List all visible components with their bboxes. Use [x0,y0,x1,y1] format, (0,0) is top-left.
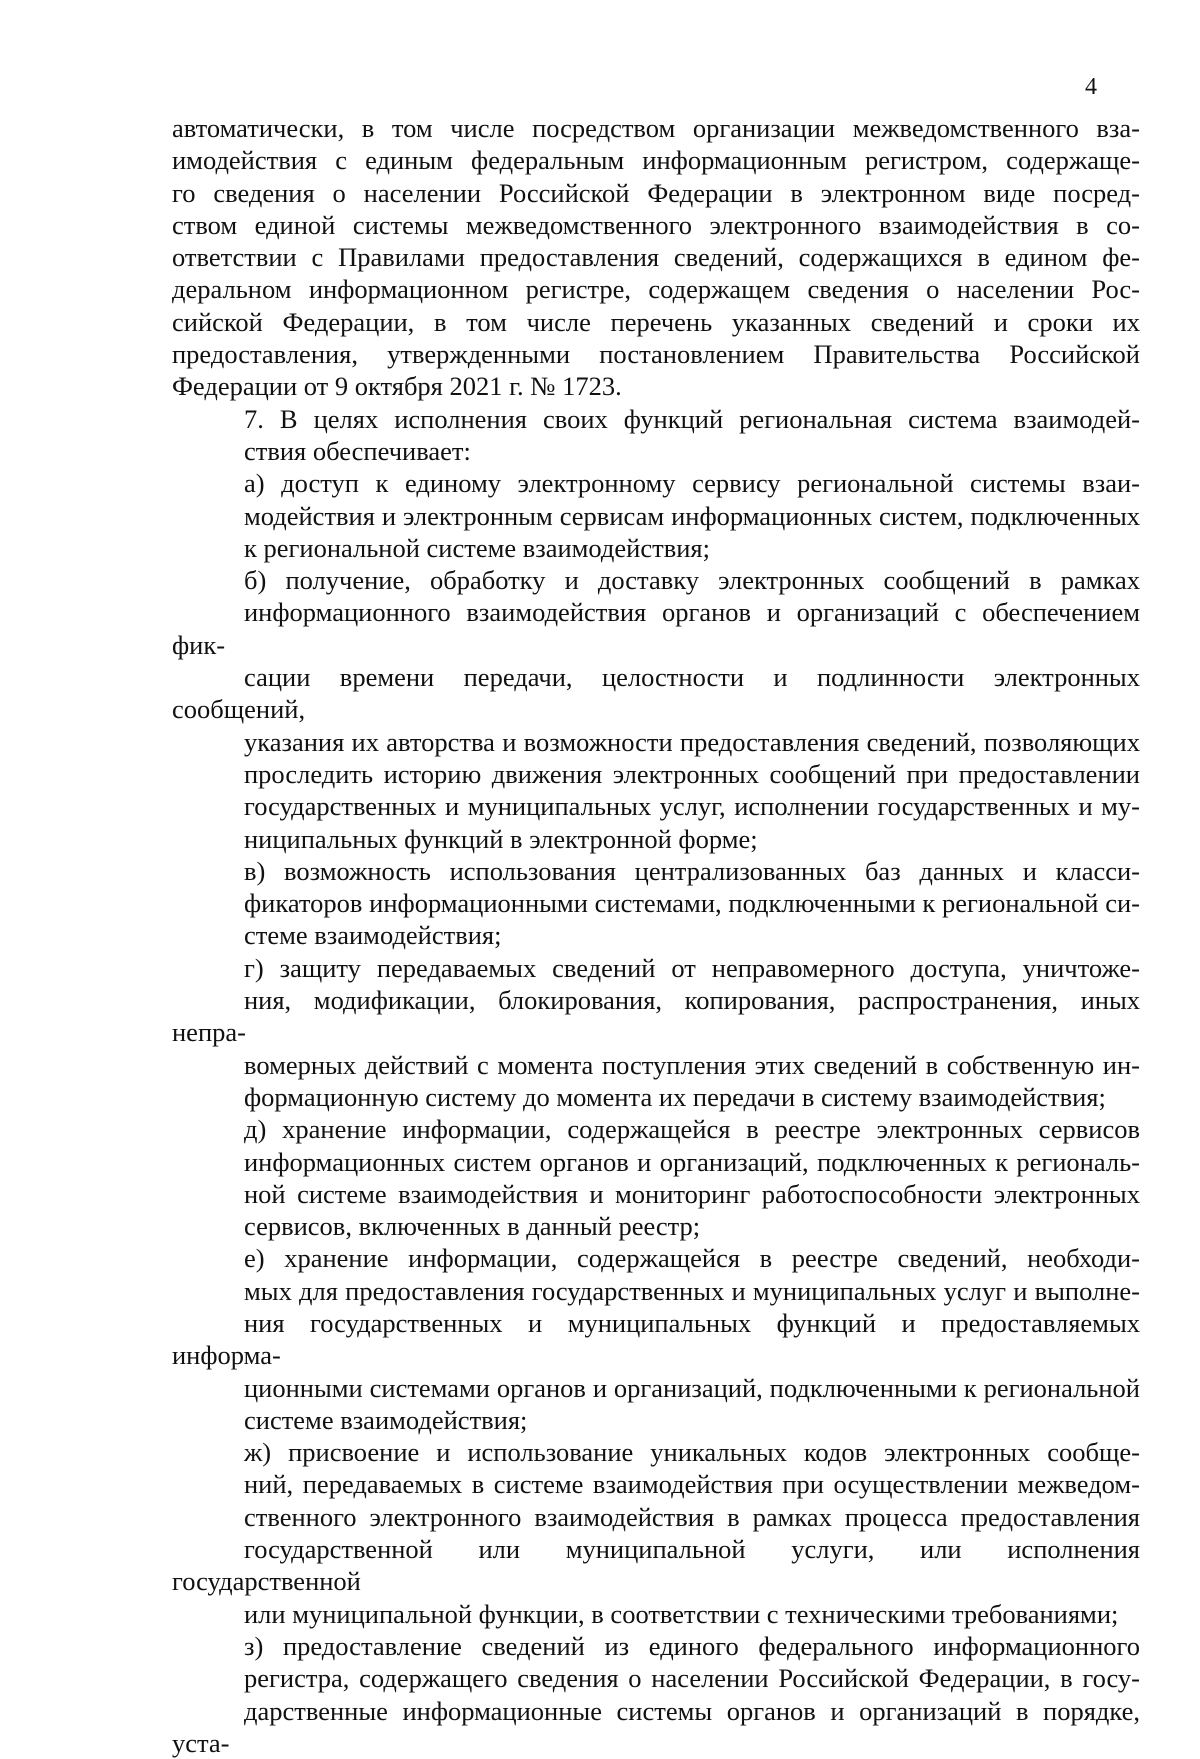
text-line: ционными системами органов и организаций, подключенными к региональной [244,1372,1140,1403]
text-line: ством единой системы межведомственного электронного взаимодействия в со- [172,209,1140,240]
text-line: проследить историю движения электронных сообщений при предоставлении [244,758,1140,789]
text-line: ной системе взаимодействия и мониторинг работоспособности электронных [244,1178,1140,1209]
text-line: системе взаимодействия; [244,1404,528,1435]
text-line: модействия и электронным сервисам информационных систем, подключенных [244,500,1140,531]
text-line: ний, передаваемых в системе взаимодействия при осуществлении межведом- [244,1469,1140,1500]
text-line: указания их авторства и возможности предоставления сведений, позволяющих [244,726,1140,757]
text-line: ния государственных и муниципальных функций и предоставляемых информа- [172,1307,1140,1371]
page-number: 4 [1085,74,1097,100]
text-line: сийской Федерации, в том числе перечень указанных сведений и сроки их [172,306,1140,337]
text-line: в) возможность использования централизованных баз данных и класси- [244,855,1140,886]
text-line: автоматически, в том числе посредством организации межведомственного вза- [172,113,1140,143]
text-line: а) доступ к единому электронному сервису региональной системы взаи- [244,468,1140,499]
paragraph [172,1242,1140,1436]
text-line: ственного электронного взаимодействия в рамках процесса предоставления [244,1501,1140,1532]
text-line: информационного взаимодействия органов и организаций с обеспечением фик- [172,597,1140,660]
text-line: Федерации от 9 октября 2021 г. № 1723. [172,371,622,402]
text-line: информационных систем органов и организаций, подключенных к региональ- [244,1146,1140,1177]
text-line: или муниципальной функции, в соответствии с техническими требованиями; [244,1598,1119,1629]
text-line: ниципальных функций в электронной форме; [244,823,758,854]
text-line: з) предоставление сведений из единого федерального информационного [244,1630,1140,1661]
text-line: деральном информационном регистре, содержащем сведения о населении Рос- [172,274,1140,305]
text-line: е) хранение информации, содержащейся в реестре сведений, необходи- [244,1243,1140,1274]
text-line: ствия обеспечивает: [244,435,471,466]
text-line: формационную систему до момента их передачи в систему взаимодействия; [244,1081,1106,1112]
paragraph [172,564,1140,855]
paragraph [172,1436,1140,1630]
text-line: фикаторов информационными системами, подключенными к региональной си- [244,888,1140,919]
text-line: имодействия с единым федеральным информационным регистром, содержаще- [172,145,1140,176]
text-line: г) защиту передаваемых сведений от неправомерного доступа, уничтоже- [244,952,1140,983]
text-line: б) получение, обработку и доставку электронных сообщений в рамках [244,565,1140,596]
paragraph [172,403,1140,468]
text-line: 7. В целях исполнения своих функций региональная система взаимодей- [244,403,1140,434]
text-line: дарственные информационные системы органов и организаций в порядке, уста- [172,1695,1140,1758]
paragraph [172,855,1140,952]
text-line: ж) присвоение и использование уникальных кодов электронных сообще- [244,1437,1140,1468]
paragraph [172,1113,1140,1242]
text-line: ния, модификации, блокирования, копирования, распространения, иных непра- [172,985,1140,1048]
paragraph [172,1630,1140,1759]
text-line: сации времени передачи, целостности и подлинности электронных сообщений, [172,662,1140,725]
paragraph [172,952,1140,1113]
text-line: ответствии с Правилами предоставления сведений, содержащихся в едином фе- [172,242,1140,273]
text-line: го сведения о населении Российской Федерации в электронном виде посред- [172,177,1140,208]
document-body [172,112,1140,1759]
text-line: государственной или муниципальной услуги, или исполнения государственной [172,1534,1140,1597]
text-line: регистра, содержащего сведения о населении Российской Федерации, в госу- [244,1663,1140,1694]
paragraph [172,112,1140,403]
text-line: предоставления, утвержденными постановлением Правительства Российской [172,339,1140,370]
text-line: вомерных действий с момента поступления этих сведений в собственную ин- [244,1049,1140,1080]
text-line: д) хранение информации, содержащейся в реестре электронных сервисов [244,1114,1140,1145]
text-line: стеме взаимодействия; [244,920,502,951]
text-line: государственных и муниципальных услуг, исполнении государственных и му- [244,791,1140,822]
text-line: сервисов, включенных в данный реестр; [244,1211,701,1242]
text-line: к региональной системе взаимодействия; [244,532,710,563]
text-line: мых для предоставления государственных и муниципальных услуг и выполне- [244,1275,1140,1306]
paragraph [172,467,1140,564]
